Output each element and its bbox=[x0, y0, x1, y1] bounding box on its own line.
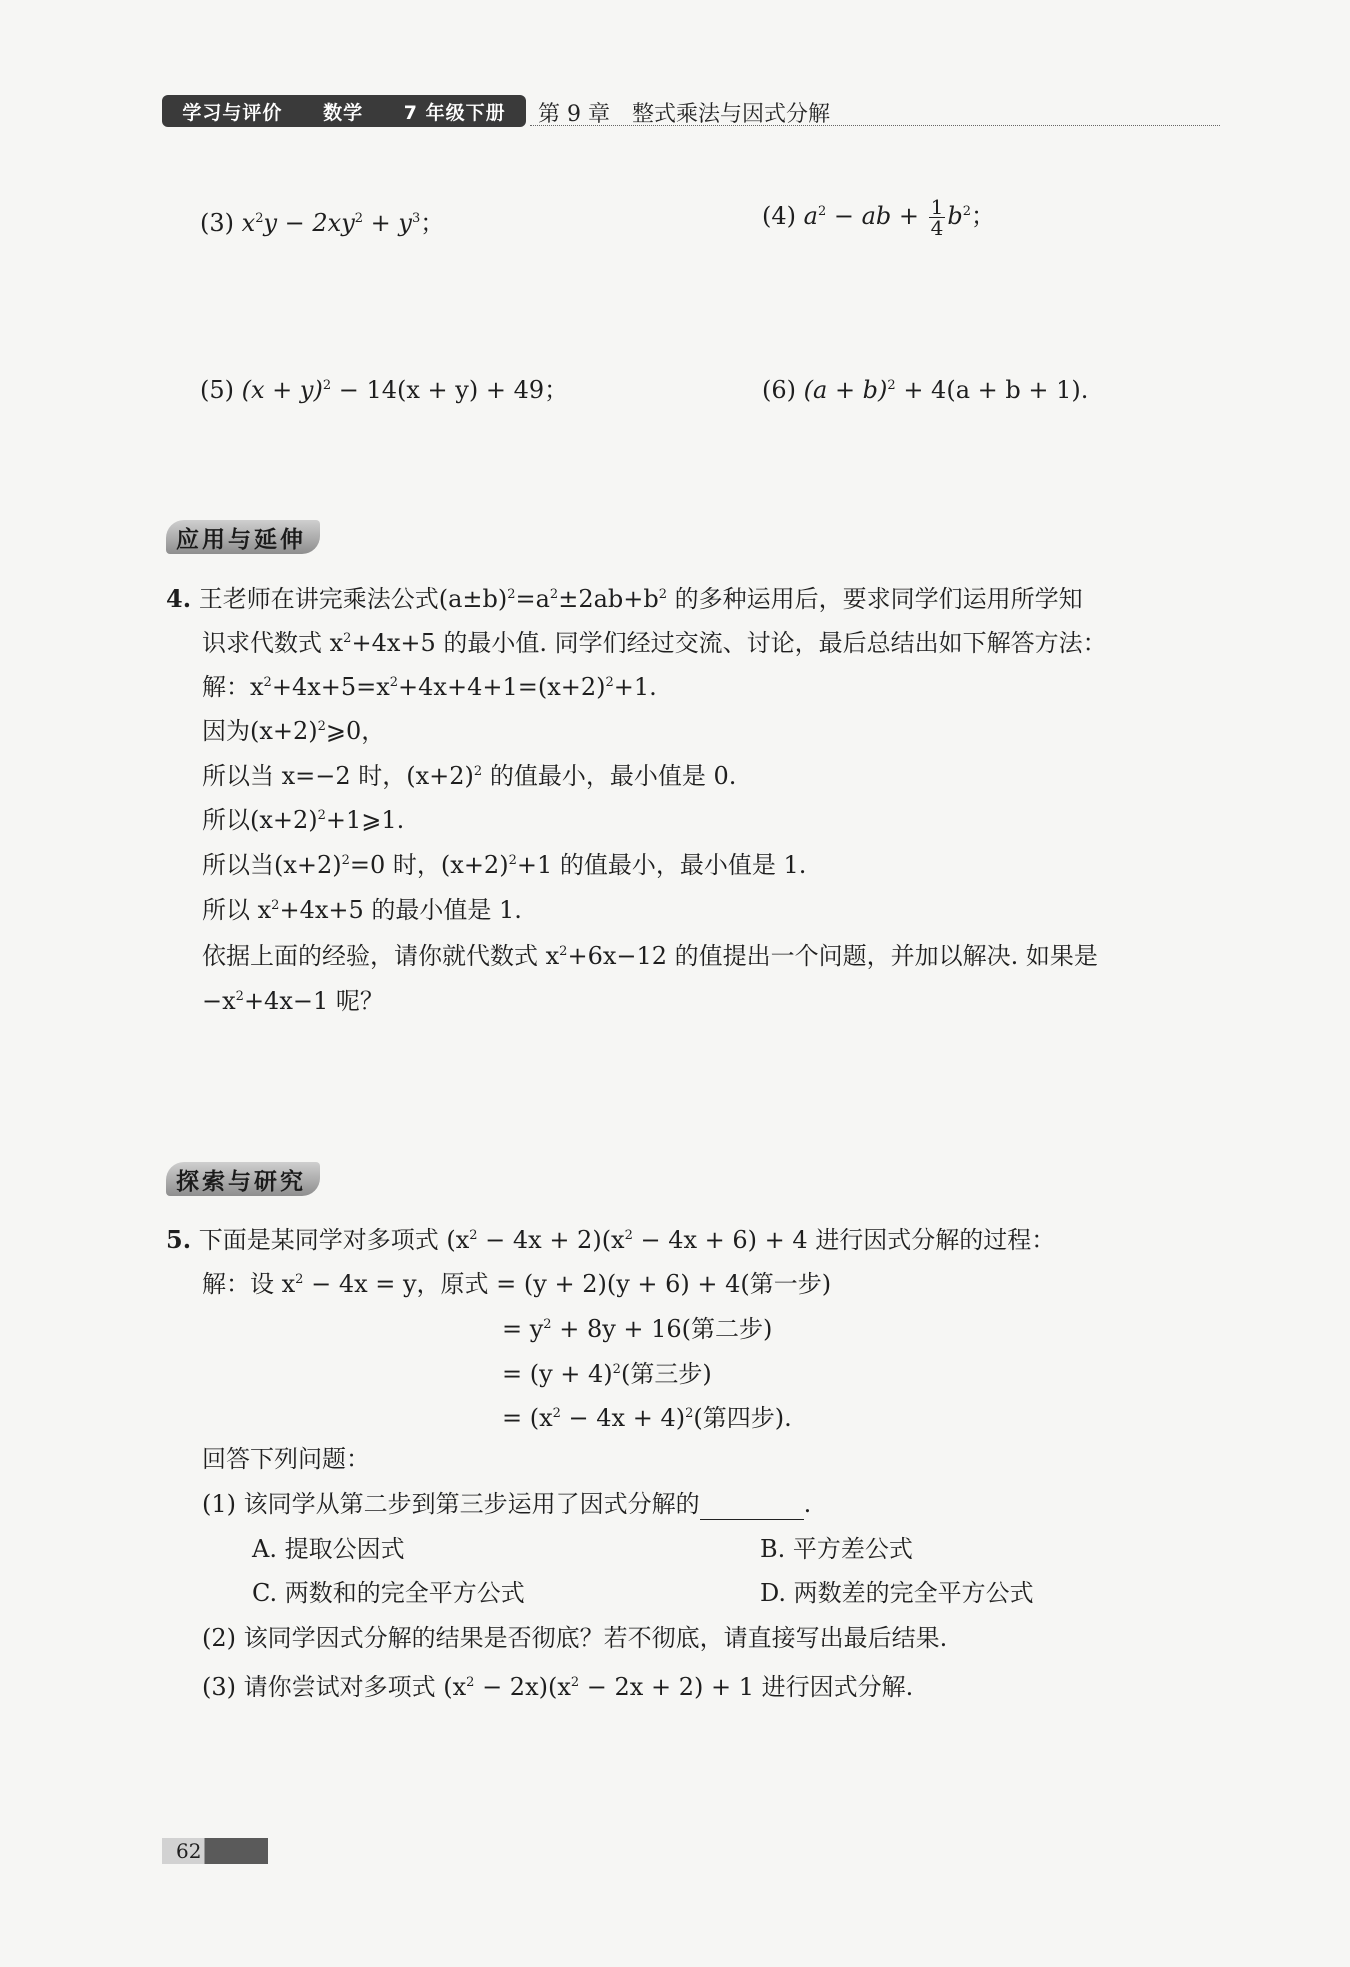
q4-solution-5: 所以当$(x+2)^2=0$ 时，$(x+2)^2+1$ 的值最小，最小值是 1. bbox=[202, 851, 807, 879]
header-badge bbox=[162, 95, 526, 127]
book-title: 学习与评价 bbox=[182, 101, 283, 124]
q4-solution-1: 解：$x^2+4x+5=x^2+4x+4+1=(x+2)^2+1$. bbox=[202, 673, 657, 701]
q5-step-3: = $(y + 4)^2$(第三步) bbox=[502, 1360, 712, 1388]
problem-6: (6) $(a + b)^2 + 4(a + b + 1)$. bbox=[762, 376, 1089, 404]
option-b: B. 平方差公式 bbox=[760, 1535, 913, 1563]
q4-line2: 识求代数式 $x^2+4x+5$ 的最小值. 同学们经过交流、讨论，最后总结出如下解答方法： bbox=[202, 629, 1107, 657]
fraction-one-quarter: $\frac{1}{4}$ bbox=[930, 195, 944, 240]
problem-3: (3) $x^2y - 2xy^2 + y^3$； bbox=[200, 209, 445, 237]
section-explore-research: 探索与研究 bbox=[166, 1162, 320, 1196]
option-c: C. 两数和的完全平方公式 bbox=[252, 1579, 525, 1607]
answer-blank[interactable] bbox=[700, 1495, 804, 1520]
q5-answer-prompt: 回答下列问题： bbox=[202, 1445, 370, 1473]
q5-step-1: 解：设 $x^2 - 4x = y$，原式 = (y + 2)(y + 6) + 4(第一步) bbox=[202, 1270, 832, 1298]
q4-solution-6: 所以 $x^2+4x+5$ 的最小值是 1. bbox=[202, 896, 522, 924]
q4-question-2: $-x^2+4x-1$ 呢？ bbox=[202, 987, 384, 1015]
section-apply-extend: 应用与延伸 bbox=[166, 520, 320, 554]
q4-solution-2: 因为$(x+2)^2⩾0$， bbox=[202, 717, 386, 745]
subject: 数学 bbox=[323, 101, 364, 124]
option-d: D. 两数差的完全平方公式 bbox=[760, 1579, 1034, 1607]
q4-question-1: 依据上面的经验，请你就代数式 $x^2+6x-12$ 的值提出一个问题，并加以解决. 如果是 bbox=[202, 942, 1098, 970]
q4-solution-4: 所以$(x+2)^2+1⩾1$. bbox=[202, 806, 405, 834]
q4-line1: 4. 王老师在讲完乘法公式$(a\pm b)^2=a^2\pm 2ab+b^2$ 的多种运用后，要求同学们运用所学知 bbox=[166, 584, 1083, 613]
grade: 7 年级下册 bbox=[403, 101, 506, 124]
q5-sub-1: (1) 该同学从第二步到第三步运用了因式分解的 . bbox=[202, 1490, 812, 1518]
chapter-title: 第 9 章 整式乘法与因式分解 bbox=[538, 102, 830, 127]
page-number: 62 bbox=[162, 1838, 268, 1864]
header-divider bbox=[530, 125, 1220, 126]
option-a: A. 提取公因式 bbox=[252, 1535, 405, 1563]
problem-4: (4) $a^2$ − ab + $\frac{1}{4}$ $b^2$； bbox=[762, 195, 996, 240]
q4-solution-3: 所以当 x=−2 时，$(x+2)^2$ 的值最小，最小值是 0. bbox=[202, 762, 737, 790]
q5-intro: 5. 下面是某同学对多项式 $(x^2 - 4x + 2)(x^2 - 4x + 6) + 4$ 进行因式分解的过程： bbox=[166, 1225, 1056, 1254]
q5-step-4: = $(x^2 - 4x + 4)^2$(第四步). bbox=[502, 1404, 792, 1432]
q5-step-2: = $y^2 + 8y + 16$(第二步) bbox=[502, 1315, 773, 1343]
problem-5: (5) $(x + y)^2 - 14(x + y) + 49$； bbox=[200, 376, 569, 404]
q5-sub-2: (2) 该同学因式分解的结果是否彻底？若不彻底，请直接写出最后结果. bbox=[202, 1624, 948, 1652]
q5-sub-3: (3) 请你尝试对多项式 $(x^2 - 2x)(x^2 - 2x + 2) + 1$ 进行因式分解. bbox=[202, 1673, 914, 1701]
